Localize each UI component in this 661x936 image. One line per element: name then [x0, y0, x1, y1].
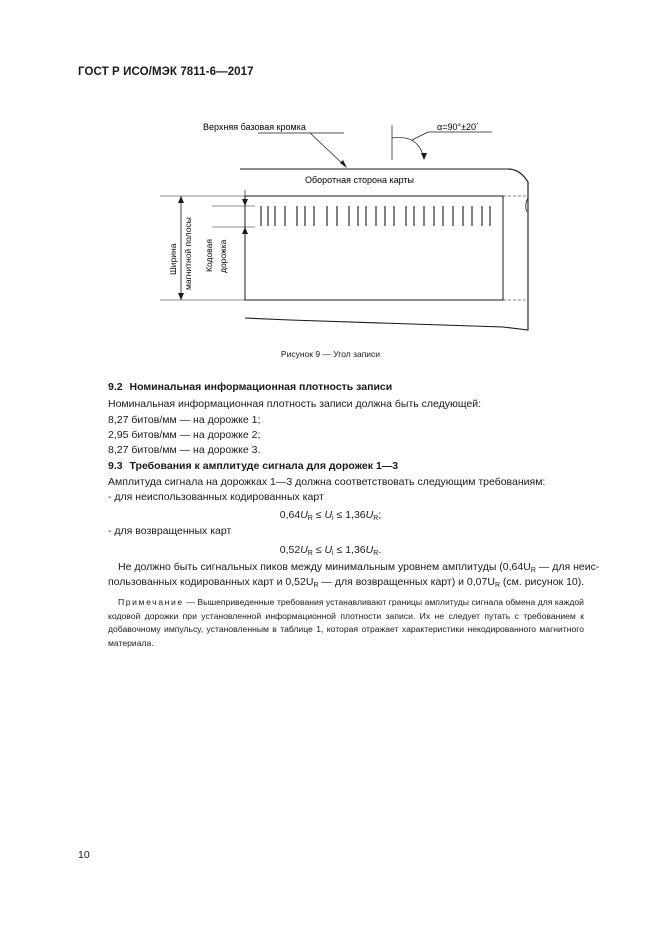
note-label: Примечание: [118, 597, 184, 607]
section-9-3-heading: 9.3 Требования к амплитуде сигнала для дорожек 1—3: [108, 460, 399, 472]
magnetic-stripe: [245, 196, 503, 300]
amplitude-paragraph-line1: Не должно быть сигнальных пиков между минимальным уровнем амплитуды ($0,64U_R$ — для неис-: [118, 561, 600, 574]
item-unused-cards: - для неиспользованных кодированных карт: [108, 491, 324, 503]
note-paragraph: Примечание — Вышеприведенные требования устанавливают границы амплитуды сигнала обмена для каждой кодовой дорожки при установленной информационной плотности записи. Их не следует путать с требованием к добавочному импульсу, установленным в таблице 1, которая отражает характеристики некодированного магнитного материала.: [108, 597, 584, 648]
label-code-track-2: дорожка: [218, 239, 228, 273]
page-number: 10: [78, 849, 90, 861]
section-9-3-intro: Амплитуда сигнала на дорожках 1—3 должна соответствовать следующим требованиям:: [108, 476, 546, 488]
item-returned-cards: - для возвращенных карт: [108, 525, 232, 537]
label-top-edge: Верхняя базовая кромка: [203, 122, 306, 132]
flux-transitions: [261, 206, 490, 226]
recording-angle-figure: [0, 0, 661, 345]
density-item: 8,27 битов/мм — на дорожке 1;: [108, 414, 261, 426]
label-stripe-width-1: Ширина: [168, 243, 178, 275]
label-alpha: α=90°±20´: [437, 122, 480, 132]
label-code-track-1: Кодовая: [204, 239, 214, 272]
density-item: 2,95 битов/мм — на дорожке 2;: [108, 429, 261, 441]
amplitude-paragraph-line2: пользованных кодированных карт и $0,52U_R$ — для возвращенных карт) и $0,07U_R$ (см. рисунок 10).: [108, 576, 585, 589]
formula-unused: $0,64U_R \le U_i \le 1,36U_R$;: [279, 509, 382, 522]
document-header: ГОСТ Р ИСО/МЭК 7811-6—2017: [78, 66, 254, 78]
section-9-2-heading: 9.2 Номинальная информационная плотность записи: [108, 381, 393, 393]
formula-returned: $0,52U_R \le U_i \le 1,36U_R$.: [279, 544, 382, 557]
density-item: 8,27 битов/мм — на дорожке 3.: [108, 444, 261, 456]
label-stripe-width-2: магнитной полосы: [183, 217, 193, 290]
card-outline: [240, 169, 528, 330]
figure-caption: Рисунок 9 — Угол записи: [280, 349, 381, 359]
label-card-back: Оборотная сторона карты: [305, 175, 414, 185]
section-9-2-intro: Номинальная информационная плотность записи должна быть следующей:: [108, 398, 482, 410]
